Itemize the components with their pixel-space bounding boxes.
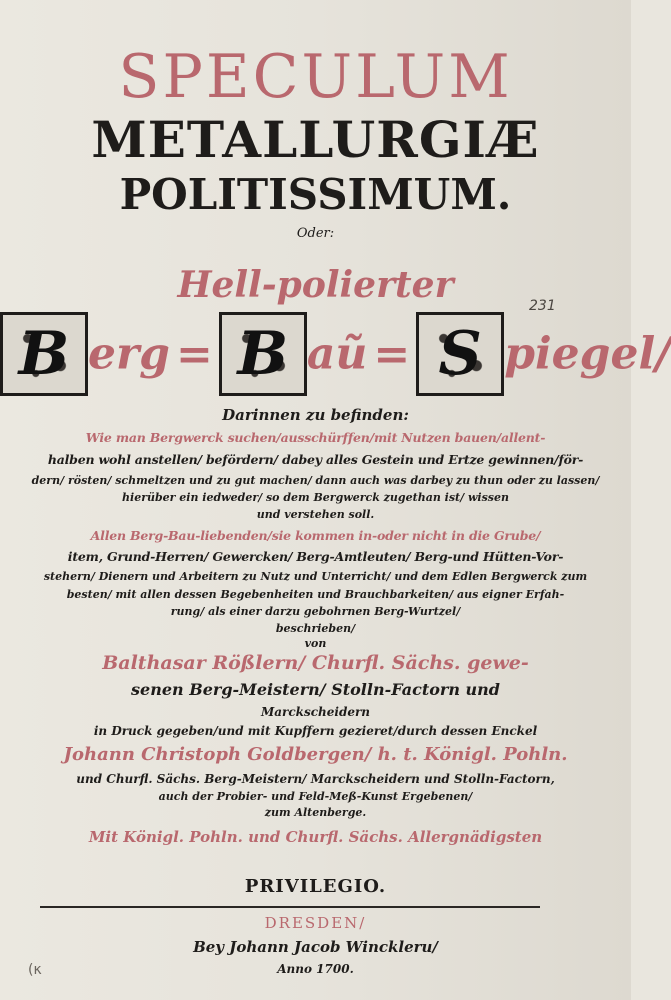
editor-title-line-1: und Churfl. Sächs. Berg-Meistern/ Marckscheidern und Stolln-Factorn, <box>76 772 555 786</box>
editor-intro-line: in Druck gegeben/und mit Kupffern gezieret/durch dessen Enckel <box>93 724 538 738</box>
ornamental-initial-b: B <box>0 312 88 396</box>
author-line-3: Marckscheidern <box>260 705 371 719</box>
imprint-printer: Bey Johann Jacob Winckleru/ <box>193 938 438 956</box>
ornamental-initial-b-2: B <box>219 312 307 396</box>
body-line-8: stehern/ Dienern und Arbeitern zu Nutz und Unterricht/ und dem Edlen Bergwerck zum <box>43 570 588 583</box>
body-line-5: und verstehen soll. <box>256 508 375 521</box>
title-metallurgiae: METALLURGIÆ <box>91 110 540 169</box>
darinnen-heading: Darinnen zu befinden: <box>222 406 409 424</box>
title-word-erg: erg <box>88 328 170 380</box>
title-word-au: aũ <box>306 328 368 380</box>
imprint-place: DRESDEN/ <box>264 914 367 932</box>
title-speculum: SPECULUM <box>118 42 513 112</box>
body-line-1: Wie man Bergwerck suchen/ausschürffen/mit Nutzen bauen/allent- <box>85 430 546 445</box>
body-line-10: rung/ als einer darzu gebohrnen Berg-Wurtzel/ <box>170 605 461 618</box>
imprint-year: Anno 1700. <box>277 962 354 976</box>
author-line-1: Balthasar Rößlern/ Churfl. Sächs. gewe- <box>102 652 529 674</box>
privilegio: PRIVILEGIO. <box>244 876 387 897</box>
body-line-3: dern/ rösten/ schmeltzen und zu gut machen/ dann auch was darbey zu thun oder zu lassen/ <box>31 474 600 487</box>
title-hell-polierter: Hell-polierter <box>177 264 454 306</box>
privilege-line: Mit Königl. Pohln. und Churfl. Sächs. Allergnädigsten <box>88 828 543 846</box>
body-line-9: besten/ mit allen dessen Begebenheiten und Brauchbarkeiten/ aus eigner Erfah- <box>66 588 565 601</box>
body-line-2: halben wohl anstellen/ befördern/ dabey alles Gestein und Ertze gewinnen/för- <box>47 452 584 467</box>
title-hyphen-1: = <box>175 328 213 380</box>
editor-title-line-2: auch der Probier- und Feld-Meß-Kunst Ergebenen/ <box>158 790 473 803</box>
body-line-7: item, Grund-Herren/ Gewercken/ Berg-Amtleuten/ Berg-und Hütten-Vor- <box>67 549 564 564</box>
title-word-piegel: piegel/ <box>504 328 671 380</box>
imprint-rule <box>40 906 540 908</box>
library-mark: (κ <box>28 962 42 978</box>
title-hyphen-2: = <box>373 328 411 380</box>
title-politissimum: POLITISSIMUM. <box>119 170 512 219</box>
editor-title-line-3: zum Altenberge. <box>264 806 367 819</box>
ornamental-initial-s: S <box>416 312 504 396</box>
title-oder: Oder: <box>296 226 335 241</box>
body-line-6: Allen Berg-Bau-liebenden/sie kommen in-oder nicht in die Grube/ <box>90 528 541 543</box>
author-line-2: senen Berg-Meistern/ Stolln-Factorn und <box>131 680 500 699</box>
body-line-von: von <box>304 637 327 650</box>
pencil-page-number: 231 <box>529 298 556 314</box>
title-berg-bau-spiegel <box>0 312 671 396</box>
editor-name-line: Johann Christoph Goldbergen/ h. t. Königl. Pohln. <box>63 744 568 765</box>
body-line-11: beschrieben/ <box>275 622 356 635</box>
body-line-4: hierüber ein iedweder/ so dem Bergwerck zugethan ist/ wissen <box>122 491 509 504</box>
